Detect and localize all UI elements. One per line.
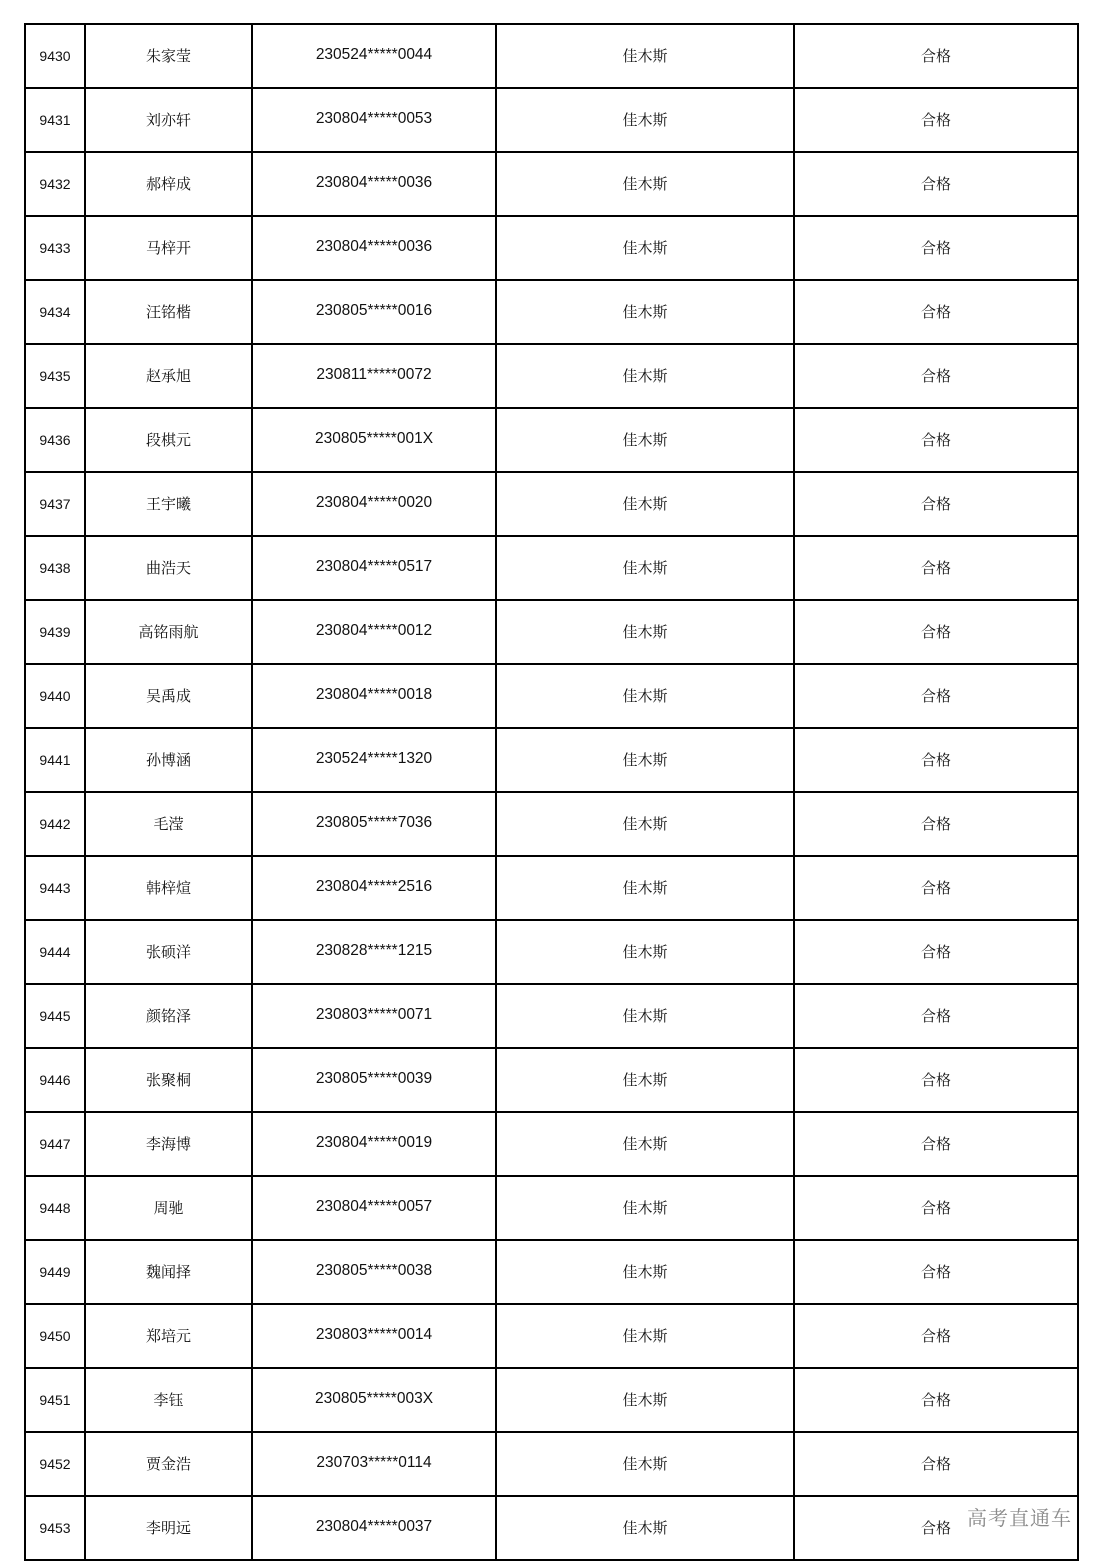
table-row <box>25 280 1078 344</box>
result-cell: 合格 <box>794 472 1078 536</box>
table-row <box>25 344 1078 408</box>
name-cell: 王宇曦 <box>85 472 252 536</box>
table-row <box>25 216 1078 280</box>
table-row <box>25 24 1078 88</box>
table-row <box>25 1176 1078 1240</box>
name-cell: 李明远 <box>85 1496 252 1560</box>
id-number-cell: 230804*****2516 <box>252 856 496 920</box>
result-cell: 合格 <box>794 152 1078 216</box>
row-index-cell: 9446 <box>25 1048 85 1112</box>
row-index-cell: 9445 <box>25 984 85 1048</box>
row-index-cell: 9439 <box>25 600 85 664</box>
row-index-cell: 9450 <box>25 1304 85 1368</box>
result-cell: 合格 <box>794 1432 1078 1496</box>
result-cell: 合格 <box>794 536 1078 600</box>
id-number-cell: 230805*****0038 <box>252 1240 496 1304</box>
result-cell: 合格 <box>794 664 1078 728</box>
row-index-cell: 9431 <box>25 88 85 152</box>
result-cell: 合格 <box>794 344 1078 408</box>
name-cell: 毛滢 <box>85 792 252 856</box>
table-row <box>25 1240 1078 1304</box>
result-cell: 合格 <box>794 280 1078 344</box>
city-cell: 佳木斯 <box>496 216 794 280</box>
city-cell: 佳木斯 <box>496 24 794 88</box>
table-row <box>25 408 1078 472</box>
id-number-cell: 230803*****0071 <box>252 984 496 1048</box>
name-cell: 魏闻择 <box>85 1240 252 1304</box>
id-number-cell: 230804*****0018 <box>252 664 496 728</box>
result-cell: 合格 <box>794 408 1078 472</box>
city-cell: 佳木斯 <box>496 280 794 344</box>
table-row <box>25 472 1078 536</box>
city-cell: 佳木斯 <box>496 1496 794 1560</box>
name-cell: 孙博涵 <box>85 728 252 792</box>
id-number-cell: 230804*****0057 <box>252 1176 496 1240</box>
city-cell: 佳木斯 <box>496 152 794 216</box>
result-cell: 合格 <box>794 1496 1078 1560</box>
result-cell: 合格 <box>794 856 1078 920</box>
table-row <box>25 728 1078 792</box>
city-cell: 佳木斯 <box>496 1240 794 1304</box>
row-index-cell: 9440 <box>25 664 85 728</box>
roster-table <box>24 23 1079 1561</box>
table-row <box>25 1496 1078 1560</box>
id-number-cell: 230804*****0037 <box>252 1496 496 1560</box>
id-number-cell: 230811*****0072 <box>252 344 496 408</box>
name-cell: 韩梓煊 <box>85 856 252 920</box>
result-cell: 合格 <box>794 920 1078 984</box>
city-cell: 佳木斯 <box>496 536 794 600</box>
id-number-cell: 230804*****0517 <box>252 536 496 600</box>
id-number-cell: 230803*****0014 <box>252 1304 496 1368</box>
row-index-cell: 9443 <box>25 856 85 920</box>
table-row <box>25 1368 1078 1432</box>
result-cell: 合格 <box>794 984 1078 1048</box>
name-cell: 高铭雨航 <box>85 600 252 664</box>
table-row <box>25 152 1078 216</box>
city-cell: 佳木斯 <box>496 600 794 664</box>
id-number-cell: 230524*****0044 <box>252 24 496 88</box>
city-cell: 佳木斯 <box>496 1432 794 1496</box>
result-cell: 合格 <box>794 1112 1078 1176</box>
city-cell: 佳木斯 <box>496 792 794 856</box>
result-cell: 合格 <box>794 792 1078 856</box>
city-cell: 佳木斯 <box>496 1176 794 1240</box>
result-cell: 合格 <box>794 1048 1078 1112</box>
table-row <box>25 984 1078 1048</box>
city-cell: 佳木斯 <box>496 88 794 152</box>
id-number-cell: 230805*****0039 <box>252 1048 496 1112</box>
row-index-cell: 9435 <box>25 344 85 408</box>
name-cell: 朱家莹 <box>85 24 252 88</box>
city-cell: 佳木斯 <box>496 728 794 792</box>
table-row <box>25 1048 1078 1112</box>
name-cell: 李钰 <box>85 1368 252 1432</box>
id-number-cell: 230804*****0012 <box>252 600 496 664</box>
table-row <box>25 664 1078 728</box>
name-cell: 颜铭泽 <box>85 984 252 1048</box>
row-index-cell: 9453 <box>25 1496 85 1560</box>
row-index-cell: 9432 <box>25 152 85 216</box>
name-cell: 贾金浩 <box>85 1432 252 1496</box>
city-cell: 佳木斯 <box>496 664 794 728</box>
id-number-cell: 230805*****001X <box>252 408 496 472</box>
name-cell: 李海博 <box>85 1112 252 1176</box>
row-index-cell: 9447 <box>25 1112 85 1176</box>
row-index-cell: 9448 <box>25 1176 85 1240</box>
id-number-cell: 230805*****7036 <box>252 792 496 856</box>
result-cell: 合格 <box>794 600 1078 664</box>
name-cell: 张聚桐 <box>85 1048 252 1112</box>
table-row <box>25 920 1078 984</box>
id-number-cell: 230828*****1215 <box>252 920 496 984</box>
name-cell: 段棋元 <box>85 408 252 472</box>
name-cell: 周驰 <box>85 1176 252 1240</box>
result-cell: 合格 <box>794 1304 1078 1368</box>
city-cell: 佳木斯 <box>496 1368 794 1432</box>
city-cell: 佳木斯 <box>496 1048 794 1112</box>
id-number-cell: 230524*****1320 <box>252 728 496 792</box>
result-cell: 合格 <box>794 216 1078 280</box>
name-cell: 刘亦轩 <box>85 88 252 152</box>
id-number-cell: 230804*****0019 <box>252 1112 496 1176</box>
row-index-cell: 9437 <box>25 472 85 536</box>
table-row <box>25 856 1078 920</box>
row-index-cell: 9430 <box>25 24 85 88</box>
roster-table-body <box>25 24 1078 1560</box>
row-index-cell: 9444 <box>25 920 85 984</box>
result-cell: 合格 <box>794 728 1078 792</box>
name-cell: 曲浩天 <box>85 536 252 600</box>
city-cell: 佳木斯 <box>496 920 794 984</box>
row-index-cell: 9449 <box>25 1240 85 1304</box>
table-row <box>25 1432 1078 1496</box>
name-cell: 汪铭楷 <box>85 280 252 344</box>
name-cell: 郑培元 <box>85 1304 252 1368</box>
row-index-cell: 9438 <box>25 536 85 600</box>
result-cell: 合格 <box>794 1368 1078 1432</box>
row-index-cell: 9436 <box>25 408 85 472</box>
id-number-cell: 230805*****003X <box>252 1368 496 1432</box>
id-number-cell: 230805*****0016 <box>252 280 496 344</box>
row-index-cell: 9452 <box>25 1432 85 1496</box>
result-cell: 合格 <box>794 1240 1078 1304</box>
city-cell: 佳木斯 <box>496 856 794 920</box>
name-cell: 郝梓成 <box>85 152 252 216</box>
table-row <box>25 600 1078 664</box>
id-number-cell: 230703*****0114 <box>252 1432 496 1496</box>
table-row <box>25 1112 1078 1176</box>
table-row <box>25 536 1078 600</box>
city-cell: 佳木斯 <box>496 344 794 408</box>
row-index-cell: 9433 <box>25 216 85 280</box>
city-cell: 佳木斯 <box>496 1304 794 1368</box>
table-row <box>25 792 1078 856</box>
row-index-cell: 9434 <box>25 280 85 344</box>
name-cell: 马梓开 <box>85 216 252 280</box>
result-cell: 合格 <box>794 24 1078 88</box>
name-cell: 张硕洋 <box>85 920 252 984</box>
city-cell: 佳木斯 <box>496 984 794 1048</box>
watermark-text: 高考直通车 <box>965 1502 1074 1531</box>
table-row <box>25 1304 1078 1368</box>
id-number-cell: 230804*****0053 <box>252 88 496 152</box>
result-cell: 合格 <box>794 1176 1078 1240</box>
row-index-cell: 9442 <box>25 792 85 856</box>
row-index-cell: 9441 <box>25 728 85 792</box>
city-cell: 佳木斯 <box>496 472 794 536</box>
table-row <box>25 88 1078 152</box>
city-cell: 佳木斯 <box>496 408 794 472</box>
name-cell: 赵承旭 <box>85 344 252 408</box>
id-number-cell: 230804*****0036 <box>252 216 496 280</box>
id-number-cell: 230804*****0020 <box>252 472 496 536</box>
id-number-cell: 230804*****0036 <box>252 152 496 216</box>
name-cell: 吴禹成 <box>85 664 252 728</box>
result-cell: 合格 <box>794 88 1078 152</box>
row-index-cell: 9451 <box>25 1368 85 1432</box>
city-cell: 佳木斯 <box>496 1112 794 1176</box>
